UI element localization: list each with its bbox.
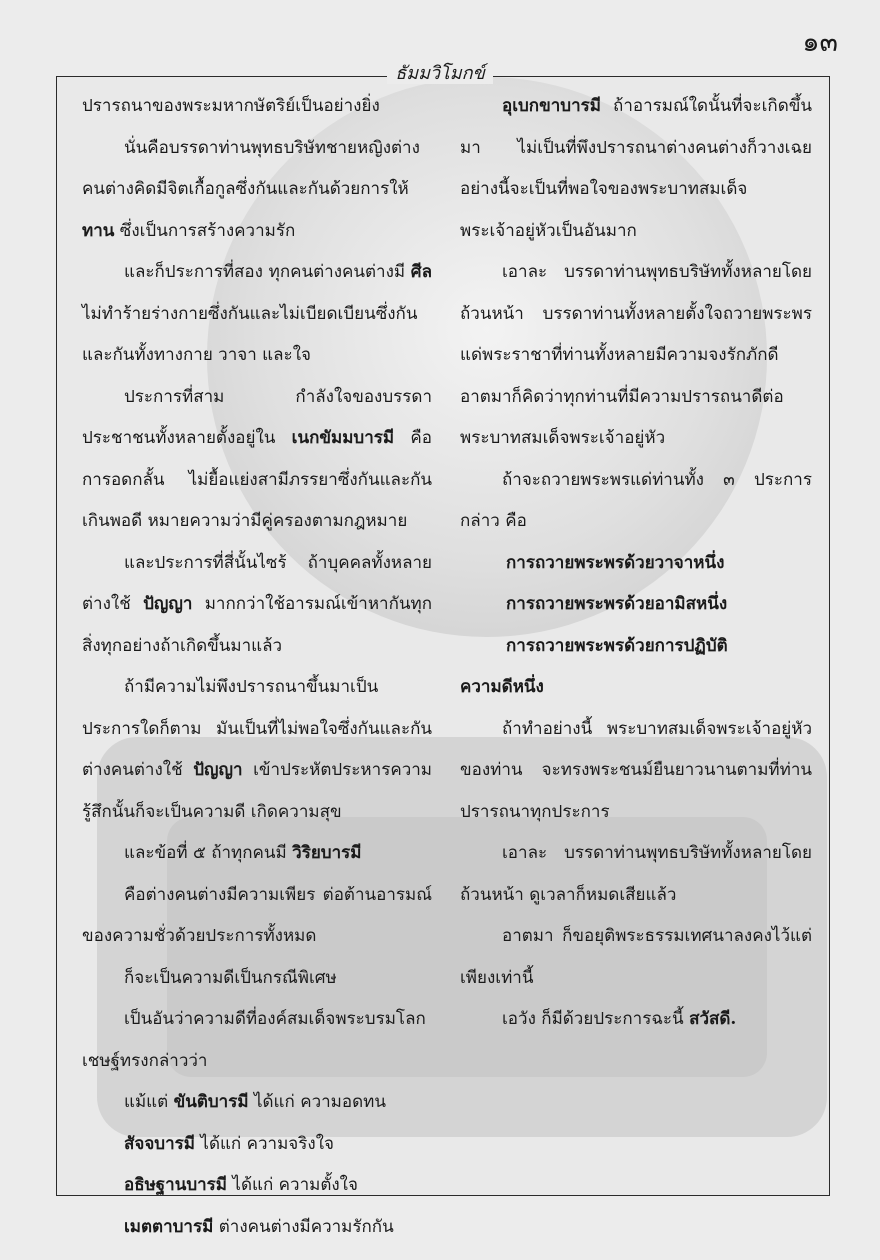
blessing-line: การถวายพระพรด้วยการปฏิบัติ bbox=[506, 635, 728, 656]
paragraph bbox=[82, 1165, 432, 1207]
paragraph: ถ้าทำอย่างนี้ พระบาทสมเด็จพระเจ้าอยู่หัวของท่าน จะทรงพระชนม์ยืนยาวนานตามที่ท่านปรารถนาทุกประการ bbox=[460, 718, 812, 822]
paragraph bbox=[82, 1207, 432, 1249]
text: ซึ่งเป็นการสร้างความรัก bbox=[114, 220, 296, 241]
text: ถ้าอารมณ์ใดนั้นที่จะเกิดขึ้นมา ไม่เป็นที่พึงปรารถนาต่างคนต่างก็วางเฉย อย่างนี้จะเป็นที่พอใจของพระบาทสมเด็จพระเจ้าอยู่หัวเป็นอันมาก bbox=[460, 96, 812, 241]
text: ได้แก่ ความจริงใจ bbox=[194, 1133, 334, 1154]
paragraph: เป็นอันว่าความดีที่องค์สมเด็จพระบรมโลกเชษฐ์ทรงกล่าวว่า bbox=[82, 1009, 426, 1071]
bold-term: อุเบกขาบารมี bbox=[502, 96, 601, 116]
text: ได้แก่ ความตั้งใจ bbox=[227, 1175, 358, 1195]
bold-term: ปัญญา bbox=[193, 760, 243, 780]
bold-term: ปัญญา bbox=[143, 594, 193, 614]
bold-term: เมตตาบารมี bbox=[124, 1216, 214, 1237]
right-column bbox=[460, 86, 812, 1041]
text: ถ้ามีความไม่พึงปรารถนาขึ้นมาเป็นประการใดก็ตาม มันเป็นที่ไม่พอใจซึ่งกันและกัน ต่างคนต่างใช้ bbox=[82, 677, 432, 780]
text: ไม่ทำร้ายร่างกายซึ่งกันและไม่เบียดเบียนซึ่งกันและกันทั้งทางกาย วาจา และใจ bbox=[82, 303, 418, 365]
paragraph: ถ้าจะถวายพระพรแด่ท่านทั้ง ๓ ประการกล่าว คือ bbox=[460, 469, 812, 531]
paragraph: ก็จะเป็นความดีเป็นกรณีพิเศษ bbox=[124, 967, 337, 988]
paragraph: เอาละ บรรดาท่านพุทธบริษัททั้งหลายโดยถ้วนหน้า ดูเวลาก็หมดเสียแล้ว bbox=[460, 843, 812, 905]
page-number: ๑๓ bbox=[802, 27, 838, 58]
paragraph bbox=[82, 252, 432, 377]
text: และข้อที่ ๕ ถ้าทุกคนมี bbox=[124, 843, 293, 863]
text: มากกว่าใช้อารมณ์เข้าหากันทุกสิ่งทุกอย่างถ้าเกิดขึ้นมาแล้ว bbox=[82, 594, 432, 656]
paragraph bbox=[82, 543, 432, 668]
bold-term: เนกขัมมบารมี bbox=[291, 428, 395, 448]
text: ประการที่สาม กำลังใจของบรรดาประชาชนทั้งหลายตั้งอยู่ใน bbox=[82, 386, 432, 448]
text: และก็ประการที่สอง ทุกคนต่างคนต่างมี bbox=[124, 262, 411, 282]
paragraph: ปรารถนาของพระมหากษัตริย์เป็นอย่างยิ่ง bbox=[82, 96, 380, 116]
paragraph bbox=[82, 1124, 432, 1166]
paragraph: เอาละ บรรดาท่านพุทธบริษัททั้งหลายโดยถ้วนหน้า บรรดาท่านทั้งหลายตั้งใจถวายพระพรแด่พระราชาที่ท่านทั้งหลายมีความจงรักภักดี อาตมาก็คิดว่าทุกท่านที่มีความปรารถนาดีต่อพระบาทสมเด็จพระเจ้าอยู่หัว bbox=[460, 262, 812, 448]
text: นั่นคือบรรดาท่านพุทธบริษัทชายหญิงต่างคนต่างคิดมีจิตเกื้อกูลซึ่งกันและกันด้วยการให้ bbox=[82, 137, 420, 199]
blessing-line: การถวายพระพรด้วยอามิสหนึ่ง bbox=[506, 594, 728, 614]
paragraph bbox=[82, 1082, 432, 1124]
paragraph: อาตมา ก็ขอยุติพระธรรมเทศนาลงคงไว้แต่เพียงเท่านี้ bbox=[460, 926, 812, 988]
text: ต่างคนต่างมีความรักกัน bbox=[213, 1216, 394, 1237]
paragraph bbox=[460, 999, 812, 1041]
bold-term: สัจจบารมี bbox=[124, 1133, 195, 1154]
bold-term: ทาน bbox=[82, 220, 115, 241]
paragraph bbox=[82, 667, 432, 833]
blessing-line-continued: ความดีหนึ่ง bbox=[460, 677, 544, 697]
header-title: ธัมมวิโมกข์ bbox=[387, 63, 493, 84]
paragraph bbox=[82, 377, 432, 543]
paragraph bbox=[82, 833, 432, 875]
bold-term: ศีล bbox=[410, 262, 432, 282]
text: คือการอดกลั้น ไม่ยื้อแย่งสามีภรรยาซึ่งกันและกันเกินพอดี หมายความว่ามีคู่ครองตามกฎหมาย bbox=[82, 428, 432, 531]
bold-term: ขันติบารมี bbox=[173, 1092, 249, 1112]
text: และประการที่สี่นั้นไซร้ ถ้าบุคคลทั้งหลายต่างใช้ bbox=[82, 552, 432, 614]
paragraph: คือต่างคนต่างมีความเพียร ต่อต้านอารมณ์ของความชั่วด้วยประการทั้งหมด bbox=[82, 884, 432, 946]
bold-term: สวัสดี. bbox=[689, 1009, 737, 1029]
paragraph bbox=[460, 86, 812, 252]
running-header bbox=[0, 58, 880, 87]
text: เข้าประหัตประหารความรู้สึกนั้นก็จะเป็นความดี เกิดความสุข bbox=[82, 760, 432, 822]
blessing-line: การถวายพระพรด้วยวาจาหนึ่ง bbox=[506, 552, 725, 573]
text: ได้แก่ ความอดทน bbox=[248, 1092, 386, 1112]
left-column bbox=[82, 86, 432, 1248]
bold-term: อธิษฐานบารมี bbox=[124, 1175, 228, 1195]
text: เอวัง ก็มีด้วยประการฉะนี้ bbox=[502, 1009, 690, 1029]
paragraph bbox=[82, 128, 432, 253]
bold-term: วิริยบารมี bbox=[292, 843, 362, 863]
text: แม้แต่ bbox=[124, 1092, 174, 1112]
